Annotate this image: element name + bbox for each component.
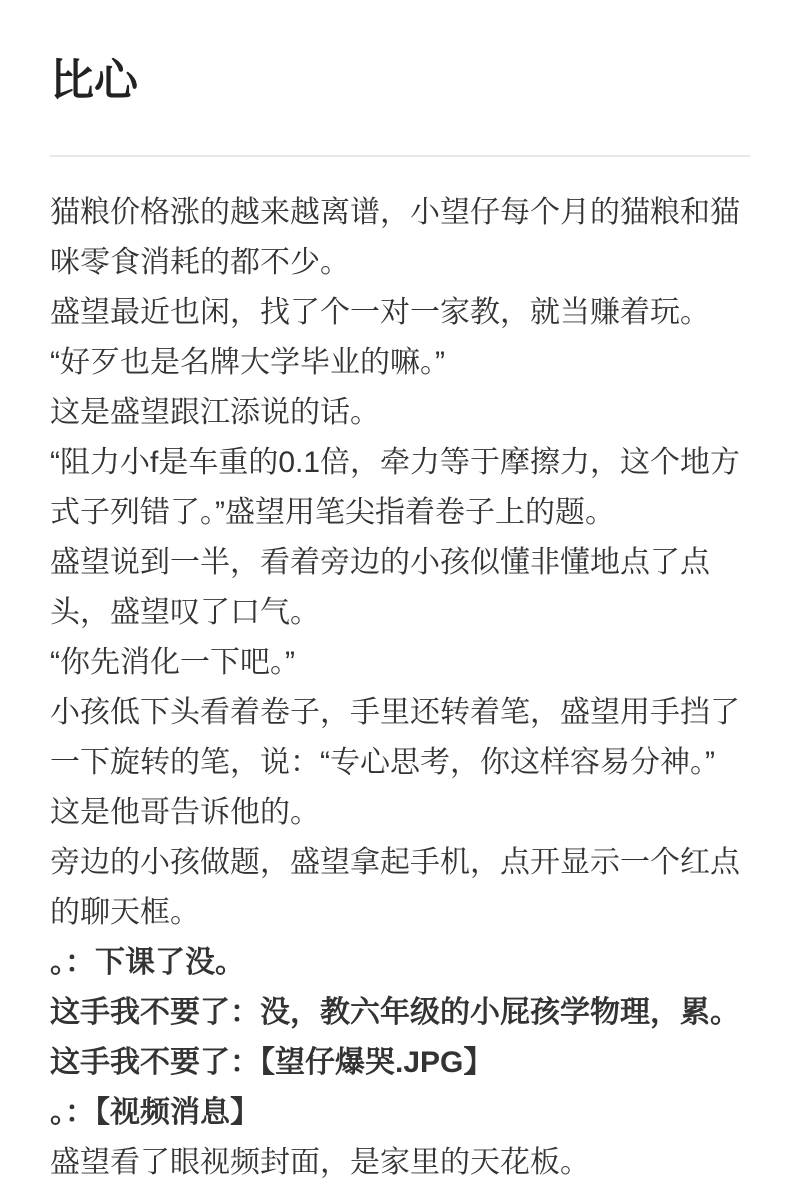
paragraph	[50, 688, 750, 788]
text-line: 的聊天框。	[50, 896, 200, 929]
text-line: 。：【视频消息】	[50, 1096, 260, 1129]
text-line: 盛望最近也闲，找了个一对一家教，就当赚着玩。	[50, 296, 710, 329]
text-line: “好歹也是名牌大学毕业的嘛。”	[50, 346, 445, 379]
text-line: 盛望看了眼视频封面，是家里的天花板。	[50, 1146, 590, 1179]
text-line: “你先消化一下吧。”	[50, 646, 295, 679]
chapter-title: 比心	[50, 56, 138, 105]
paragraph	[50, 188, 750, 288]
paragraph	[50, 788, 750, 838]
text-line: 这手我不要了：【望仔爆哭.JPG】	[50, 1046, 494, 1079]
text-line: 式子列错了。”盛望用笔尖指着卷子上的题。	[50, 496, 615, 529]
text-line: 这是他哥告诉他的。	[50, 796, 320, 829]
chapter-body	[50, 188, 750, 1188]
text-line: 头，盛望叹了口气。	[50, 596, 320, 629]
paragraph	[50, 438, 750, 538]
title-divider	[50, 155, 750, 157]
text-line: 这手我不要了：没，教六年级的小屁孩学物理，累。	[50, 996, 740, 1029]
text-line: 猫粮价格涨的越来越离谱，小望仔每个月的猫粮和猫	[50, 196, 740, 229]
text-line: 一下旋转的笔，说：“专心思考，你这样容易分神。”	[50, 746, 715, 779]
text-line: 盛望说到一半，看着旁边的小孩似懂非懂地点了点	[50, 546, 710, 579]
chat-message	[50, 938, 750, 988]
text-line: 。：下课了没。	[50, 946, 245, 979]
text-line: 咪零食消耗的都不少。	[50, 246, 350, 279]
chat-message	[50, 1088, 750, 1138]
text-line: 小孩低下头看着卷子，手里还转着笔，盛望用手挡了	[50, 696, 740, 729]
paragraph	[50, 638, 750, 688]
text-line: 旁边的小孩做题，盛望拿起手机，点开显示一个红点	[50, 846, 740, 879]
paragraph	[50, 838, 750, 938]
paragraph	[50, 538, 750, 638]
paragraph	[50, 338, 750, 388]
chat-message	[50, 1038, 750, 1088]
text-line: “阻力小f是车重的0.1倍，牵力等于摩擦力，这个地方	[50, 446, 741, 479]
chat-message	[50, 988, 750, 1038]
paragraph	[50, 1138, 750, 1188]
text-line: 这是盛望跟江添说的话。	[50, 396, 380, 429]
paragraph	[50, 288, 750, 338]
paragraph	[50, 388, 750, 438]
